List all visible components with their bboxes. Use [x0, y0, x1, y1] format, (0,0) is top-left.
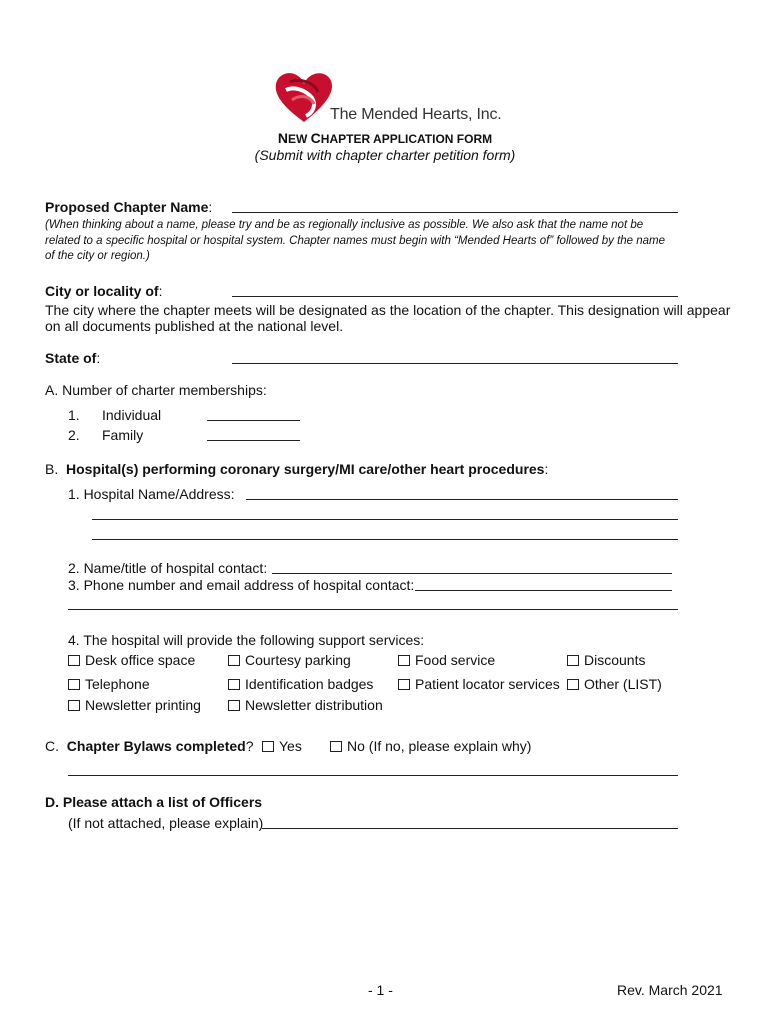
proposed-name-note-1: (When thinking about a name, please try and be as regionally inclusive as possible. We also ask that the name not be: [45, 219, 644, 231]
checkbox-icon[interactable]: [228, 700, 240, 711]
heart-logo-icon: [272, 68, 336, 126]
checkbox-icon[interactable]: [262, 741, 274, 752]
checkbox-icon[interactable]: [68, 700, 80, 711]
service-newsletter-distribution[interactable]: Newsletter distribution: [228, 697, 383, 713]
bylaws-explain-field[interactable]: [68, 775, 678, 776]
service-food-service[interactable]: Food service: [398, 652, 495, 668]
family-count-field[interactable]: [207, 440, 300, 441]
proposed-name-note-2: related to a specific hospital or hospital system. Chapter names must begin with “Mended Hearts of” followed by the name: [45, 235, 666, 247]
officers-explain-field[interactable]: [262, 828, 678, 829]
page-number: - 1 -: [368, 982, 393, 998]
section-a-item-label: Individual: [102, 407, 162, 423]
service-telephone[interactable]: Telephone: [68, 676, 150, 692]
checkbox-icon[interactable]: [228, 655, 240, 666]
state-label: State of:: [45, 350, 101, 366]
bylaws-yes-option[interactable]: Yes: [262, 738, 302, 754]
hospital-contact-field[interactable]: [272, 573, 672, 574]
individual-count-field[interactable]: [207, 420, 300, 421]
service-patient-locator[interactable]: Patient locator services: [398, 676, 560, 692]
service-desk-office-space[interactable]: Desk office space: [68, 652, 195, 668]
section-b-heading: B. Hospital(s) performing coronary surgery/MI care/other heart procedures:: [45, 461, 549, 477]
service-courtesy-parking[interactable]: Courtesy parking: [228, 652, 351, 668]
city-desc-2: on all documents published at the national level.: [45, 318, 344, 334]
checkbox-icon[interactable]: [567, 655, 579, 666]
form-subtitle: (Submit with chapter charter petition form): [254, 147, 516, 163]
logo: [272, 68, 502, 128]
hospital-name-field[interactable]: [246, 499, 678, 500]
hospital-phone-email-field-2[interactable]: [68, 609, 678, 610]
proposed-name-field[interactable]: [232, 212, 678, 213]
proposed-name-note-3: of the city or region.): [45, 250, 150, 262]
hospital-phone-email-label: 3. Phone number and email address of hospital contact:: [68, 577, 415, 593]
checkbox-icon[interactable]: [398, 655, 410, 666]
city-field[interactable]: [232, 296, 678, 297]
checkbox-icon[interactable]: [68, 679, 80, 690]
state-field[interactable]: [232, 363, 678, 364]
checkbox-icon[interactable]: [330, 741, 342, 752]
checkbox-icon[interactable]: [567, 679, 579, 690]
hospital-address-field-2[interactable]: [92, 519, 678, 520]
checkbox-icon[interactable]: [228, 679, 240, 690]
logo-org-name: The Mended Hearts, Inc.: [330, 106, 502, 123]
form-title: NEW CHAPTER APPLICATION FORM: [277, 130, 493, 146]
hospital-contact-label: 2. Name/title of hospital contact:: [68, 560, 268, 576]
service-newsletter-printing[interactable]: Newsletter printing: [68, 697, 201, 713]
proposed-name-label: Proposed Chapter Name:: [45, 199, 213, 215]
service-identification-badges[interactable]: Identification badges: [228, 676, 373, 692]
checkbox-icon[interactable]: [68, 655, 80, 666]
hospital-phone-email-field[interactable]: [415, 590, 672, 591]
hospital-name-label: 1. Hospital Name/Address:: [68, 486, 235, 502]
revision-date: Rev. March 2021: [617, 982, 723, 998]
city-label: City or locality of:: [45, 283, 163, 299]
service-discounts[interactable]: Discounts: [567, 652, 645, 668]
support-services-label: 4. The hospital will provide the following support services:: [68, 632, 425, 648]
city-desc-1: The city where the chapter meets will be designated as the location of the chapter. This designation will appear: [45, 302, 731, 318]
bylaws-no-option[interactable]: No (If no, please explain why): [330, 738, 531, 754]
checkbox-icon[interactable]: [398, 679, 410, 690]
section-a-item-num: 1.: [68, 407, 80, 423]
section-a-item-label: Family: [102, 427, 144, 443]
service-other-list[interactable]: Other (LIST): [567, 676, 662, 692]
section-d-heading: D. Please attach a list of Officers: [45, 794, 263, 810]
section-c-heading: C. Chapter Bylaws completed?: [45, 738, 254, 754]
section-d-sub-label: (If not attached, please explain): [68, 815, 264, 831]
hospital-address-field-3[interactable]: [92, 539, 678, 540]
section-a-item-num: 2.: [68, 427, 80, 443]
section-a-heading: A. Number of charter memberships:: [45, 382, 267, 398]
